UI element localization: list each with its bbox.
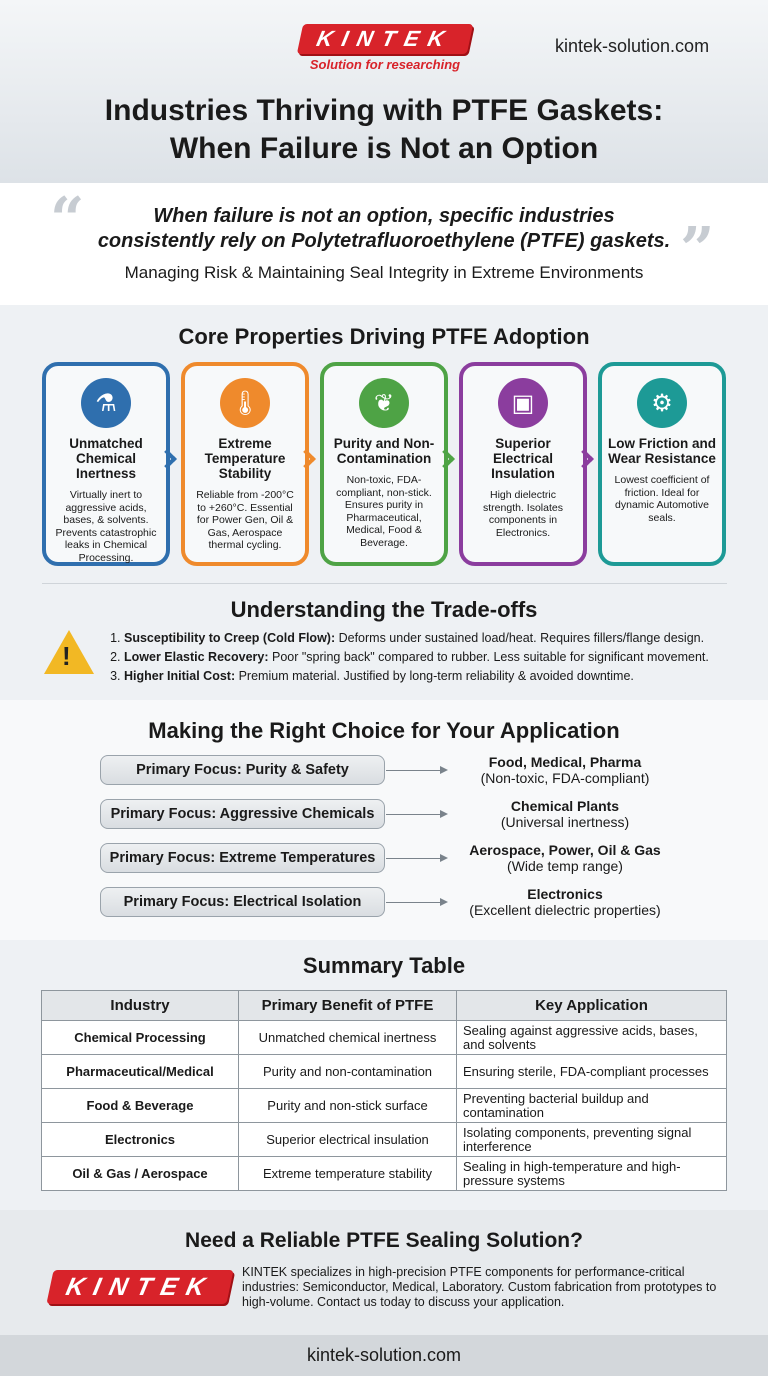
table-cell: Electronics [42,1123,239,1157]
table-row [42,1089,727,1123]
card-desc: Virtually inert to aggressive acids, bases, & solvents. Prevents catastrophic leaks in Chemical Processing. [55,489,157,564]
flask-icon: ⚗ [81,378,131,428]
card-desc: Reliable from -200°C to +260°C. Essential for Power Gen, Oil & Gas, Aerospace thermal cycling. [196,489,294,551]
quote-line: consistently rely on Polytetrafluoroethylene (PTFE) gaskets. [97,230,671,252]
table-cell: Sealing in high-temperature and high-pressure systems [457,1157,727,1191]
choice-heading: Making the Right Choice for Your Application [148,718,620,743]
choice-result [445,886,685,918]
result-title: Chemical Plants [510,798,620,814]
arrow-right-icon [386,858,446,859]
warning-exclamation: ! [62,641,71,671]
property-card [598,362,726,566]
choice-result [445,798,685,830]
table-cell: Isolating components, preventing signal interference [457,1123,727,1157]
focus-button[interactable]: Primary Focus: Aggressive Chemicals [100,799,385,829]
table-row [42,1021,727,1055]
quote-line: When failure is not an option, specific industries [153,205,615,227]
logo-tagline: Solution for researching [309,57,461,72]
table-cell: Ensuring sterile, FDA-compliant processes [457,1055,727,1089]
core-heading: Core Properties Driving PTFE Adoption [178,324,590,349]
table-row [42,1123,727,1157]
tradeoff-item [124,667,709,686]
thermometer-icon: 🌡 [220,378,270,428]
choice-result [445,754,685,786]
property-card [181,362,309,566]
result-note: (Wide temp range) [507,858,623,874]
shield-leaf-icon: ❦ [359,378,409,428]
table-cell: Unmatched chemical inertness [239,1021,457,1055]
column-header: Key Application [457,991,727,1021]
tradeoff-title: Higher Initial Cost: [124,669,236,683]
footer-domain-link[interactable]: kintek-solution.com [0,1335,768,1376]
table-cell: Food & Beverage [42,1089,239,1123]
tradeoffs-list [108,629,709,686]
table-cell: Oil & Gas / Aerospace [42,1157,239,1191]
property-card [459,362,587,566]
table-cell: Chemical Processing [42,1021,239,1055]
table-cell: Superior electrical insulation [239,1123,457,1157]
arrow-right-icon [386,770,446,771]
summary-table [41,990,727,1191]
result-title: Aerospace, Power, Oil & Gas [469,842,661,858]
chip-icon: ▣ [498,378,548,428]
result-note: (Non-toxic, FDA-compliant) [480,770,650,786]
tradeoff-item [124,648,709,667]
column-header: Primary Benefit of PTFE [239,991,457,1021]
quote-subtitle: Managing Risk & Maintaining Seal Integrity in Extreme Environments [124,263,644,282]
tradeoff-title: Lower Elastic Recovery: [124,650,269,664]
logo-wordmark: KINTEK [46,1270,233,1304]
gear-icon: ⚙ [637,378,687,428]
column-header: Industry [42,991,239,1021]
choice-result [445,842,685,874]
table-cell: Preventing bacterial buildup and contamination [457,1089,727,1123]
card-title: Unmatched Chemical Inertness [69,436,143,481]
table-row [42,1157,727,1191]
focus-button[interactable]: Primary Focus: Electrical Isolation [100,887,385,917]
table-cell: Purity and non-contamination [239,1055,457,1089]
divider [42,583,727,584]
table-cell: Pharmaceutical/Medical [42,1055,239,1089]
header-domain-link[interactable]: kintek-solution.com [555,36,710,56]
kintek-logo[interactable] [300,24,470,72]
property-card [320,362,448,566]
cta-heading: Need a Reliable PTFE Sealing Solution? [185,1229,583,1252]
quote-text [0,204,768,254]
focus-button[interactable]: Primary Focus: Purity & Safety [100,755,385,785]
open-quote-icon: “ [50,185,85,255]
table-cell: Sealing against aggressive acids, bases, and solvents [457,1021,727,1055]
summary-heading: Summary Table [302,953,466,978]
card-title: Extreme Temperature Stability [204,436,286,481]
table-cell: Extreme temperature stability [239,1157,457,1191]
cta-text: KINTEK specializes in high-precision PTFE components for performance-critical industries: Semiconductor, Medical, Laboratory. Custom fabrication from prototypes to high-volume. Contact us today to discuss your application. [242,1265,717,1309]
page-title [0,92,768,168]
tradeoff-title: Susceptibility to Creep (Cold Flow): [124,631,336,645]
result-note: (Excellent dielectric properties) [469,902,661,918]
tradeoff-item [124,629,709,648]
card-desc: High dielectric strength. Isolates components in Electronics. [483,489,563,539]
result-title: Electronics [527,886,603,902]
result-note: (Universal inertness) [500,814,630,830]
focus-button[interactable]: Primary Focus: Extreme Temperatures [100,843,385,873]
cta-kintek-logo[interactable] [50,1270,230,1304]
card-desc: Lowest coefficient of friction. Ideal for dynamic Automotive seals. [614,474,710,524]
title-line: Industries Thriving with PTFE Gaskets: [104,94,664,127]
card-desc: Non-toxic, FDA-compliant, non-stick. Ensures purity in Pharmaceutical, Medical, Food & Beverage. [336,474,432,549]
logo-wordmark: KINTEK [297,24,473,54]
arrow-right-icon [386,814,446,815]
table-row [42,1055,727,1089]
tradeoffs-heading: Understanding the Trade-offs [230,597,538,622]
tradeoff-text: Premium material. Justified by long-term reliability & avoided downtime. [235,669,634,683]
result-title: Food, Medical, Pharma [488,754,642,770]
tradeoff-text: Poor "spring back" compared to rubber. Less suitable for significant movement. [268,650,709,664]
close-quote-icon: ” [680,215,715,285]
card-title: Superior Electrical Insulation [491,436,555,481]
tradeoff-text: Deforms under sustained load/heat. Requires fillers/flange design. [335,631,705,645]
table-cell: Purity and non-stick surface [239,1089,457,1123]
card-title: Low Friction and Wear Resistance [608,436,716,466]
title-line: When Failure is Not an Option [169,132,599,165]
arrow-right-icon [386,902,446,903]
card-title: Purity and Non-Contamination [333,436,435,466]
property-card [42,362,170,566]
